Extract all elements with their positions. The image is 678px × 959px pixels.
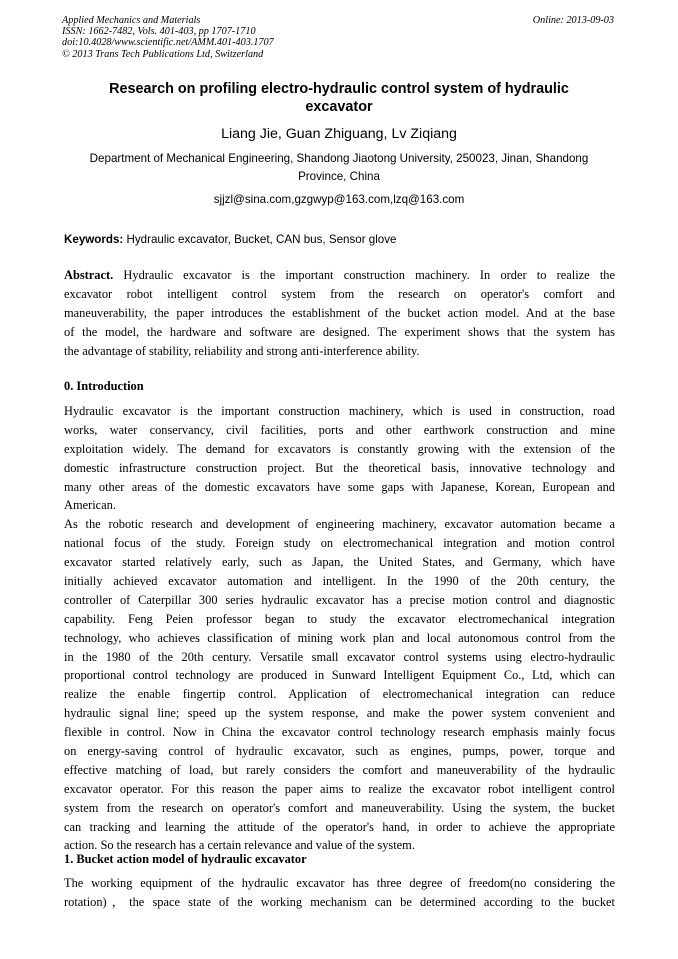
section-heading-introduction: 0. Introduction [64, 379, 144, 393]
section-heading-bucket-model: 1. Bucket action model of hydraulic excavator [64, 852, 307, 866]
body-line: effective matching of load, but rarely considers the comfort and maneuverability of the hydraulic [64, 762, 615, 777]
body-line: flexible in control. Now in China the excavator control technology research emphasis mainly focus [64, 725, 615, 740]
body-line: exploitation widely. The demand for excavators is constantly growing with the extension of the [64, 441, 615, 456]
abstract-line: of the model, the hardware and software are designed. The experiment shows that the system has [64, 324, 615, 339]
body-line: in the 1980 of the 20th century. Versatile small excavator control systems using electro-hydraulic [64, 649, 615, 664]
body-line: Hydraulic excavator is the important construction machinery, which is used in construction, road [64, 404, 615, 418]
body-line: system from the research on operator's comfort and maneuverability. Using the system, the bucket [64, 800, 615, 815]
body-line: excavator started relatively early, such as Japan, the United States, and Germany, which have [64, 555, 615, 570]
body-line: initially achieved excavator automation and intelligent. In the 1990 of the 20th century, the [64, 574, 615, 589]
body-line: national focus of the study. Foreign study on electromechanical integration and motion control [64, 536, 615, 551]
doi-line: doi:10.4028/www.scientific.net/AMM.401-403.1707 [62, 37, 274, 49]
body-line: hydraulic signal line; speed up the system response, and make the power system convenient and [64, 706, 615, 721]
abstract-line: maneuverability, the paper introduces the establishment of the bucket action model. And at the base [64, 305, 615, 320]
section1-body [64, 874, 615, 912]
body-line: many other areas of the domestic excavators have some gaps with Japanese, Korean, European and [64, 479, 615, 494]
keywords-label: Keywords: [64, 233, 124, 246]
issn-line: ISSN: 1662-7482, Vols. 401-403, pp 1707-1710 [62, 26, 256, 38]
title-line: Research on profiling electro-hydraulic control system of hydraulic [109, 81, 569, 97]
title-line: excavator [305, 99, 373, 115]
online-date: Online: 2013-09-03 [532, 15, 614, 26]
body-line: proportional control technology are produced in Sunward Intelligent Equipment Co., Ltd, which can [64, 668, 615, 683]
abstract-line: excavator robot intelligent control system from the research on operator's comfort and [64, 286, 615, 301]
author-emails: sjjzl@sina.com,gzgwyp@163.com,lzq@163.com [213, 193, 465, 206]
body-line: controller of Caterpillar 300 series hydraulic excavator has a precise motion control and diagnostic [64, 592, 615, 607]
keywords-text: Hydraulic excavator, Bucket, CAN bus, Sensor glove [123, 233, 397, 246]
body-line: works, water conservancy, civil facilities, ports and other earthwork construction and mine [64, 422, 615, 437]
body-line: domestic infrastructure construction project. But the theoretical basis, innovative technology and [64, 460, 615, 475]
affiliation-line: Province, China [298, 170, 380, 183]
abstract-line: Abstract. Hydraulic excavator is the important construction machinery. In order to realize the [64, 268, 615, 282]
abstract-label: Abstract. [64, 268, 114, 282]
abstract [64, 266, 615, 360]
body-line: realize the enable fingertip control. Application of electromechanical integration can reduce [64, 687, 615, 702]
paper-title [70, 80, 608, 116]
keywords [64, 232, 616, 248]
affiliation-line: Department of Mechanical Engineering, Shandong Jiaotong University, 250023, Jinan, Shandong [89, 152, 589, 165]
author-list: Liang Jie, Guan Zhiguang, Lv Ziqiang [221, 126, 457, 142]
journal-header [62, 15, 274, 60]
journal-name: Applied Mechanics and Materials [62, 15, 201, 26]
body-line: As the robotic research and development of engineering machinery, excavator automation became a [64, 517, 615, 532]
body-line: rotation)，the space state of the working mechanism can be determined according to the bucket [64, 894, 615, 909]
affiliation [62, 150, 616, 186]
body-line: technology, who achieves classification of mining work plan and local autonomous control from the [64, 630, 615, 645]
body-line: American. [64, 498, 116, 513]
body-line: The working equipment of the hydraulic excavator has three degree of freedom(no considering the [64, 876, 615, 890]
body-line: action. So the research has a certain relevance and value of the system. [64, 838, 415, 853]
body-line: capability. Feng Peien professor began to study the excavator electromechanical integration [64, 611, 615, 626]
abstract-line: the advantage of stability, reliability and strong anti-interference ability. [64, 343, 420, 358]
body-line: can tracking and learning the attitude of the operator's hand, in order to achieve the appropriate [64, 819, 615, 834]
body-line: on energy-saving control of hydraulic excavator, such as engines, pumps, power, torque and [64, 744, 615, 759]
body-line: excavator operator. For this reason the paper aims to realize the excavator robot intelligent control [64, 781, 615, 796]
copyright-line: © 2013 Trans Tech Publications Ltd, Switzerland [62, 48, 264, 60]
introduction-body [64, 402, 615, 855]
